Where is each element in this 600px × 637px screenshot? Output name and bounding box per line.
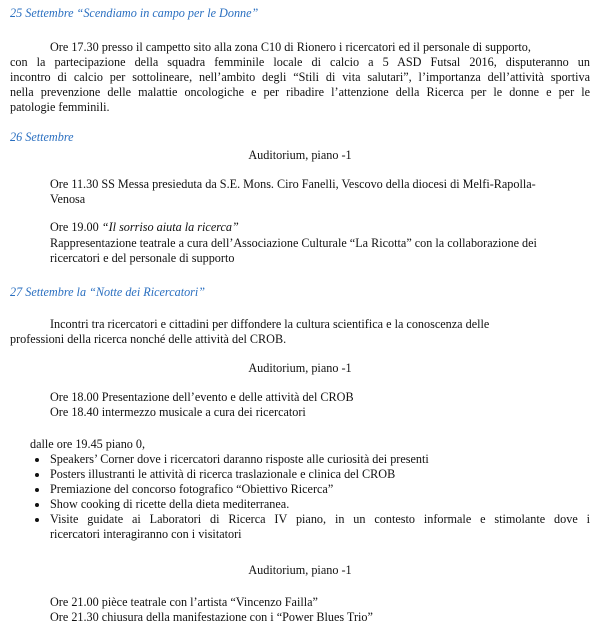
show-time: Ore 19.00: [50, 220, 99, 234]
bullet-item-speakers: Speakers’ Corner dove i ricercatori daranno risposte alle curiosità dei presenti: [50, 452, 429, 466]
location-auditorium-3: Auditorium, piano -1: [248, 563, 352, 577]
heading-26-settembre: 26 Settembre: [10, 130, 74, 144]
heading-27-settembre: 27 Settembre la “Notte dei Ricercatori”: [10, 285, 206, 299]
show-desc-line-1: Rappresentazione teatrale a cura dell’Associazione Culturale “La Ricotta” con la collaborazione dei: [50, 236, 537, 250]
s1-para-line-5: patologie femminili.: [10, 100, 110, 114]
bullet-item-premiazione: Premiazione del concorso fotografico “Obiettivo Ricerca”: [50, 482, 334, 496]
bullet-dot: [35, 458, 39, 462]
bullet-item-posters: Posters illustranti le attività di ricerca traslazionale e clinica del CROB: [50, 467, 396, 481]
mass-line-2: Venosa: [50, 192, 86, 206]
show-desc-line-2: ricercatori e del personale di supporto: [50, 251, 235, 265]
heading-25-settembre: 25 Settembre “Scendiamo in campo per le Donne”: [10, 6, 259, 20]
bullet-dot: [35, 473, 39, 477]
s3-para-line-2: professioni della ricerca nonché delle attività del CROB.: [10, 332, 287, 346]
event-1800: Ore 18.00 Presentazione dell’evento e delle attività del CROB: [50, 390, 354, 404]
bullet-item-visite-line-2: ricercatori interagiranno con i visitatori: [50, 527, 242, 541]
bullet-dot: [35, 503, 39, 507]
event-2130: Ore 21.30 chiusura della manifestazione con i “Power Blues Trio”: [50, 610, 373, 624]
mass-line-1: Ore 11.30 SS Messa presieduta da S.E. Mons. Ciro Fanelli, Vescovo della diocesi di Melfi-Rapolla-: [50, 177, 536, 191]
s1-para-line-4: nella prevenzione delle malattie oncologiche e per ribadire l’attenzione della Ricerca per le donne e per le: [10, 85, 590, 99]
bullet-dot: [35, 488, 39, 492]
show-line: [50, 220, 239, 234]
s1-para-line-3: incontro di calcio per sottolineare, nell’ambito degli “Stili di vita salutari”, l’importanza dell’attività sportiva: [10, 70, 590, 84]
s1-para-line-2: con la partecipazione della squadra femminile locale di calcio a 5 ASD Futsal 2016, disputeranno un: [10, 55, 590, 69]
show-title: “Il sorriso aiuta la ricerca”: [101, 220, 239, 234]
location-auditorium-2: Auditorium, piano -1: [248, 361, 352, 375]
bullet-item-visite-line-1: Visite guidate ai Laboratori di Ricerca IV piano, in un contesto informale e stimolante dove i: [50, 512, 590, 526]
from-label: dalle ore 19.45 piano 0,: [30, 437, 146, 451]
s3-para-line-1: Incontri tra ricercatori e cittadini per diffondere la cultura scientifica e la conoscenza delle: [50, 317, 490, 331]
event-1840: Ore 18.40 intermezzo musicale a cura dei ricercatori: [50, 405, 306, 419]
bullet-item-show-cooking: Show cooking di ricette della dieta mediterranea.: [50, 497, 290, 511]
event-2100: Ore 21.00 pièce teatrale con l’artista “Vincenzo Failla”: [50, 595, 318, 609]
location-auditorium-1: Auditorium, piano -1: [248, 148, 352, 162]
bullet-dot: [35, 518, 39, 522]
s1-para-line-1: Ore 17.30 presso il campetto sito alla zona C10 di Rionero i ricercatori ed il personale di supporto,: [50, 40, 531, 54]
